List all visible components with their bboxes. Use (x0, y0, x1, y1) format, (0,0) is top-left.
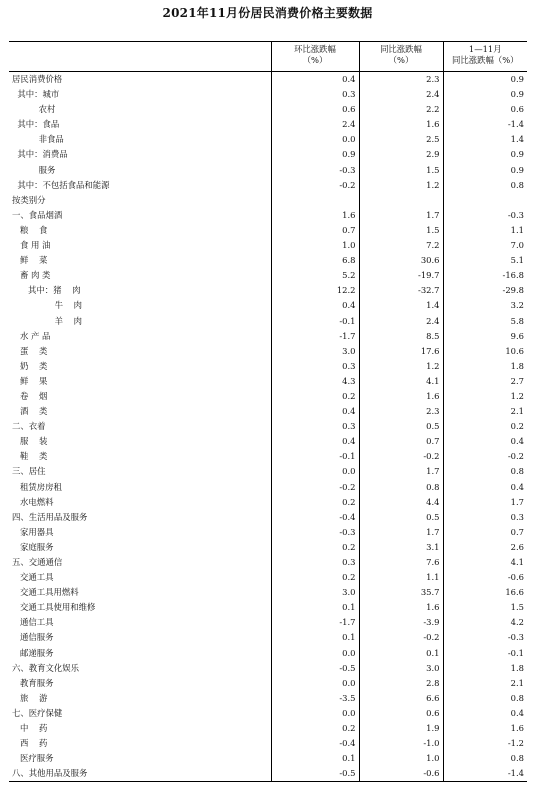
mom-value: 0.3 (271, 359, 359, 374)
table-row (9, 721, 527, 736)
table-row (9, 615, 527, 630)
yoy-value: 1.5 (359, 223, 443, 238)
yoy-value: 1.7 (359, 525, 443, 540)
row-label: 五、交通通信 (12, 557, 63, 567)
table-row (9, 283, 527, 298)
ytd-value: -0.6 (443, 570, 527, 585)
yoy-value (359, 193, 443, 208)
table-row (9, 178, 527, 193)
ytd-value: 0.4 (443, 434, 527, 449)
row-label: 教育服务 (12, 677, 54, 688)
row-label: 羊 肉 (12, 315, 82, 326)
row-label: 服 装 (12, 436, 48, 447)
mom-value: 3.0 (271, 344, 359, 359)
yoy-value: 2.3 (359, 72, 443, 88)
ytd-value: 2.1 (443, 404, 527, 419)
mom-value: -0.2 (271, 178, 359, 193)
row-label: 通信工具 (12, 617, 54, 628)
yoy-value: -3.9 (359, 615, 443, 630)
table-row (9, 676, 527, 691)
mom-value: -1.7 (271, 615, 359, 630)
ytd-value: 0.8 (443, 691, 527, 706)
table-row (9, 480, 527, 495)
table-row (9, 389, 527, 404)
ytd-value: 0.4 (443, 706, 527, 721)
yoy-value: 1.4 (359, 298, 443, 313)
ytd-value: 1.8 (443, 359, 527, 374)
row-label: 邮递服务 (12, 647, 54, 658)
row-label: 四、生活用品及服务 (12, 511, 88, 522)
table-row (9, 359, 527, 374)
table-row (9, 208, 527, 223)
header-category (9, 42, 271, 72)
table-row (9, 314, 527, 329)
mom-value: 0.4 (271, 404, 359, 419)
row-label: 交通工具用燃料 (12, 587, 79, 598)
ytd-value: 1.5 (443, 600, 527, 615)
ytd-value: -0.1 (443, 646, 527, 661)
table-row (9, 540, 527, 555)
ytd-value: 10.6 (443, 344, 527, 359)
yoy-value: 1.5 (359, 163, 443, 178)
ytd-value: -0.3 (443, 208, 527, 223)
ytd-value: 0.9 (443, 147, 527, 162)
ytd-value: -0.2 (443, 449, 527, 464)
ytd-value: 1.6 (443, 721, 527, 736)
row-label: 旅 游 (12, 692, 48, 703)
table-row (9, 646, 527, 661)
row-label: 按类别分 (12, 194, 46, 205)
yoy-value: 0.5 (359, 510, 443, 525)
row-label: 水电燃料 (12, 496, 54, 507)
row-label: 农村 (12, 104, 56, 115)
header-mom: 环比涨跌幅 （%） (271, 42, 359, 72)
row-label: 六、教育文化娱乐 (12, 662, 79, 673)
yoy-value: 3.0 (359, 661, 443, 676)
ytd-value: 0.9 (443, 163, 527, 178)
ytd-value: -1.4 (443, 117, 527, 132)
mom-value: 0.4 (271, 298, 359, 313)
ytd-value: 0.8 (443, 464, 527, 479)
yoy-value: 4.1 (359, 374, 443, 389)
mom-value: 0.0 (271, 706, 359, 721)
mom-value: 0.0 (271, 646, 359, 661)
mom-value: 0.3 (271, 555, 359, 570)
yoy-value: -0.6 (359, 766, 443, 782)
ytd-value (443, 193, 527, 208)
table-row (9, 238, 527, 253)
row-label: 其中：消费品 (12, 149, 68, 160)
ytd-value: 2.7 (443, 374, 527, 389)
yoy-value: -1.0 (359, 736, 443, 751)
yoy-value: 4.4 (359, 495, 443, 510)
mom-value: 12.2 (271, 283, 359, 298)
table-row (9, 691, 527, 706)
table-row (9, 751, 527, 766)
yoy-value: 6.6 (359, 691, 443, 706)
table-row (9, 72, 527, 88)
mom-value: -0.2 (271, 480, 359, 495)
mom-value: 1.6 (271, 208, 359, 223)
mom-value: 0.2 (271, 389, 359, 404)
ytd-value: -16.8 (443, 268, 527, 283)
yoy-value: 1.6 (359, 600, 443, 615)
yoy-value: -32.7 (359, 283, 443, 298)
row-label: 其中：不包括食品和能源 (12, 179, 110, 190)
row-label: 其中：猪 肉 (12, 285, 81, 296)
yoy-value: 7.6 (359, 555, 443, 570)
yoy-value: 2.3 (359, 404, 443, 419)
ytd-value: 1.2 (443, 389, 527, 404)
mom-value: 0.6 (271, 102, 359, 117)
row-label: 服务 (12, 164, 56, 175)
ytd-value: 5.1 (443, 253, 527, 268)
yoy-value: 30.6 (359, 253, 443, 268)
table-row (9, 555, 527, 570)
row-label: 一、食品烟酒 (12, 209, 63, 220)
mom-value: 0.2 (271, 540, 359, 555)
mom-value: 0.4 (271, 72, 359, 88)
mom-value: 0.1 (271, 630, 359, 645)
yoy-value: 1.1 (359, 570, 443, 585)
table-row (9, 163, 527, 178)
table-row (9, 404, 527, 419)
table-row (9, 525, 527, 540)
ytd-value: 5.8 (443, 314, 527, 329)
ytd-value: 2.6 (443, 540, 527, 555)
yoy-value: 2.2 (359, 102, 443, 117)
table-row (9, 193, 527, 208)
table-row (9, 374, 527, 389)
ytd-value: 0.9 (443, 87, 527, 102)
ytd-value: 16.6 (443, 585, 527, 600)
row-label: 医疗服务 (12, 753, 54, 764)
table-row (9, 329, 527, 344)
ytd-value: 0.2 (443, 419, 527, 434)
table-row (9, 736, 527, 751)
table-row (9, 600, 527, 615)
table-row (9, 706, 527, 721)
mom-value: 0.0 (271, 676, 359, 691)
mom-value: -0.5 (271, 766, 359, 782)
yoy-value: 1.7 (359, 464, 443, 479)
table-row (9, 102, 527, 117)
yoy-value: 1.7 (359, 208, 443, 223)
yoy-value: 8.5 (359, 329, 443, 344)
row-label: 卷 烟 (12, 390, 48, 401)
mom-value: -1.7 (271, 329, 359, 344)
ytd-value: 0.3 (443, 510, 527, 525)
row-label: 蛋 类 (12, 345, 48, 356)
table-row (9, 419, 527, 434)
mom-value: -0.3 (271, 525, 359, 540)
mom-value: -0.1 (271, 314, 359, 329)
yoy-value: 0.7 (359, 434, 443, 449)
yoy-value: 1.9 (359, 721, 443, 736)
ytd-value: -0.3 (443, 630, 527, 645)
mom-value: -0.4 (271, 510, 359, 525)
mom-value: -0.4 (271, 736, 359, 751)
row-label: 其中：食品 (12, 119, 60, 130)
table-row (9, 223, 527, 238)
ytd-value: 2.1 (443, 676, 527, 691)
ytd-value: 0.4 (443, 480, 527, 495)
header-row (9, 42, 527, 72)
header-ytd: 1—11月 同比涨跌幅（%） (443, 42, 527, 72)
row-label: 交通工具使用和维修 (12, 602, 96, 613)
mom-value: -3.5 (271, 691, 359, 706)
row-label: 鞋 类 (12, 451, 48, 462)
row-label: 鲜 果 (12, 375, 48, 386)
mom-value: 0.2 (271, 570, 359, 585)
row-label: 鲜 菜 (12, 255, 48, 266)
yoy-value: 2.8 (359, 676, 443, 691)
yoy-value: -0.2 (359, 630, 443, 645)
mom-value: 6.8 (271, 253, 359, 268)
row-label: 交通工具 (12, 572, 54, 583)
mom-value: 0.4 (271, 434, 359, 449)
row-label: 租赁房房租 (12, 481, 62, 492)
mom-value: 0.2 (271, 495, 359, 510)
row-label: 奶 类 (12, 360, 48, 371)
table-row (9, 766, 527, 782)
ytd-value: 0.6 (443, 102, 527, 117)
yoy-value: 2.9 (359, 147, 443, 162)
cpi-table (9, 41, 527, 782)
mom-value: -0.5 (271, 661, 359, 676)
row-label: 水 产 品 (12, 330, 51, 341)
row-label: 家用器具 (12, 526, 54, 537)
table-row (9, 570, 527, 585)
table-row (9, 661, 527, 676)
ytd-value: 4.1 (443, 555, 527, 570)
table-row (9, 147, 527, 162)
yoy-value: 1.0 (359, 751, 443, 766)
mom-value (271, 193, 359, 208)
ytd-value: -29.8 (443, 283, 527, 298)
yoy-value: 0.8 (359, 480, 443, 495)
row-label: 粮 食 (12, 224, 48, 235)
table-title: 2021年11月份居民消费价格主要数据 (162, 6, 373, 20)
mom-value: -0.3 (271, 163, 359, 178)
table-row (9, 253, 527, 268)
ytd-value: -1.4 (443, 766, 527, 782)
yoy-value: 2.5 (359, 132, 443, 147)
yoy-value: -19.7 (359, 268, 443, 283)
row-label: 居民消费价格 (12, 74, 63, 84)
mom-value: 0.0 (271, 464, 359, 479)
row-label: 家庭服务 (12, 541, 54, 552)
row-label: 西 药 (12, 738, 48, 749)
ytd-value: 0.7 (443, 525, 527, 540)
mom-value: 5.2 (271, 268, 359, 283)
table-row (9, 585, 527, 600)
yoy-value: 3.1 (359, 540, 443, 555)
ytd-value: 0.8 (443, 178, 527, 193)
header-yoy: 同比涨跌幅 （%） (359, 42, 443, 72)
yoy-value: 0.6 (359, 706, 443, 721)
table-row (9, 449, 527, 464)
row-label: 八、其他用品及服务 (9, 766, 271, 782)
ytd-value: 1.7 (443, 495, 527, 510)
mom-value: 2.4 (271, 117, 359, 132)
row-label: 七、医疗保健 (12, 707, 63, 718)
mom-value: 0.1 (271, 751, 359, 766)
yoy-value: 1.2 (359, 359, 443, 374)
yoy-value: 1.6 (359, 117, 443, 132)
yoy-value: 2.4 (359, 87, 443, 102)
ytd-value: 9.6 (443, 329, 527, 344)
table-row (9, 132, 527, 147)
mom-value: 0.7 (271, 223, 359, 238)
table-row (9, 464, 527, 479)
mom-value: 0.1 (271, 600, 359, 615)
table-row (9, 117, 527, 132)
row-label: 食 用 油 (12, 240, 51, 251)
ytd-value: 3.2 (443, 298, 527, 313)
table-row (9, 87, 527, 102)
ytd-value: 0.9 (443, 72, 527, 88)
table-row (9, 268, 527, 283)
row-label: 非食品 (12, 134, 64, 145)
mom-value: -0.1 (271, 449, 359, 464)
row-label: 其中：城市 (12, 89, 60, 100)
ytd-value: 1.8 (443, 661, 527, 676)
ytd-value: 7.0 (443, 238, 527, 253)
row-label: 中 药 (12, 723, 48, 734)
ytd-value: 4.2 (443, 615, 527, 630)
table-row (9, 495, 527, 510)
row-label: 通信服务 (12, 632, 54, 643)
table-row (9, 510, 527, 525)
row-label: 畜 肉 类 (12, 270, 51, 281)
table-row (9, 344, 527, 359)
ytd-value: -1.2 (443, 736, 527, 751)
table-row (9, 298, 527, 313)
yoy-value: -0.2 (359, 449, 443, 464)
yoy-value: 1.2 (359, 178, 443, 193)
row-label: 二、衣着 (12, 421, 46, 432)
mom-value: 0.0 (271, 132, 359, 147)
yoy-value: 0.1 (359, 646, 443, 661)
mom-value: 1.0 (271, 238, 359, 253)
row-label: 三、居住 (12, 466, 46, 477)
table-row (9, 630, 527, 645)
yoy-value: 7.2 (359, 238, 443, 253)
yoy-value: 35.7 (359, 585, 443, 600)
yoy-value: 1.6 (359, 389, 443, 404)
mom-value: 0.2 (271, 721, 359, 736)
row-label: 酒 类 (12, 406, 48, 417)
table-header (9, 42, 527, 72)
ytd-value: 1.4 (443, 132, 527, 147)
mom-value: 0.3 (271, 419, 359, 434)
mom-value: 3.0 (271, 585, 359, 600)
table-row (9, 434, 527, 449)
mom-value: 4.3 (271, 374, 359, 389)
yoy-value: 2.4 (359, 314, 443, 329)
mom-value: 0.9 (271, 147, 359, 162)
mom-value: 0.3 (271, 87, 359, 102)
ytd-value: 0.8 (443, 751, 527, 766)
row-label: 牛 肉 (12, 300, 82, 311)
table-body (9, 72, 527, 782)
yoy-value: 17.6 (359, 344, 443, 359)
ytd-value: 1.1 (443, 223, 527, 238)
yoy-value: 0.5 (359, 419, 443, 434)
